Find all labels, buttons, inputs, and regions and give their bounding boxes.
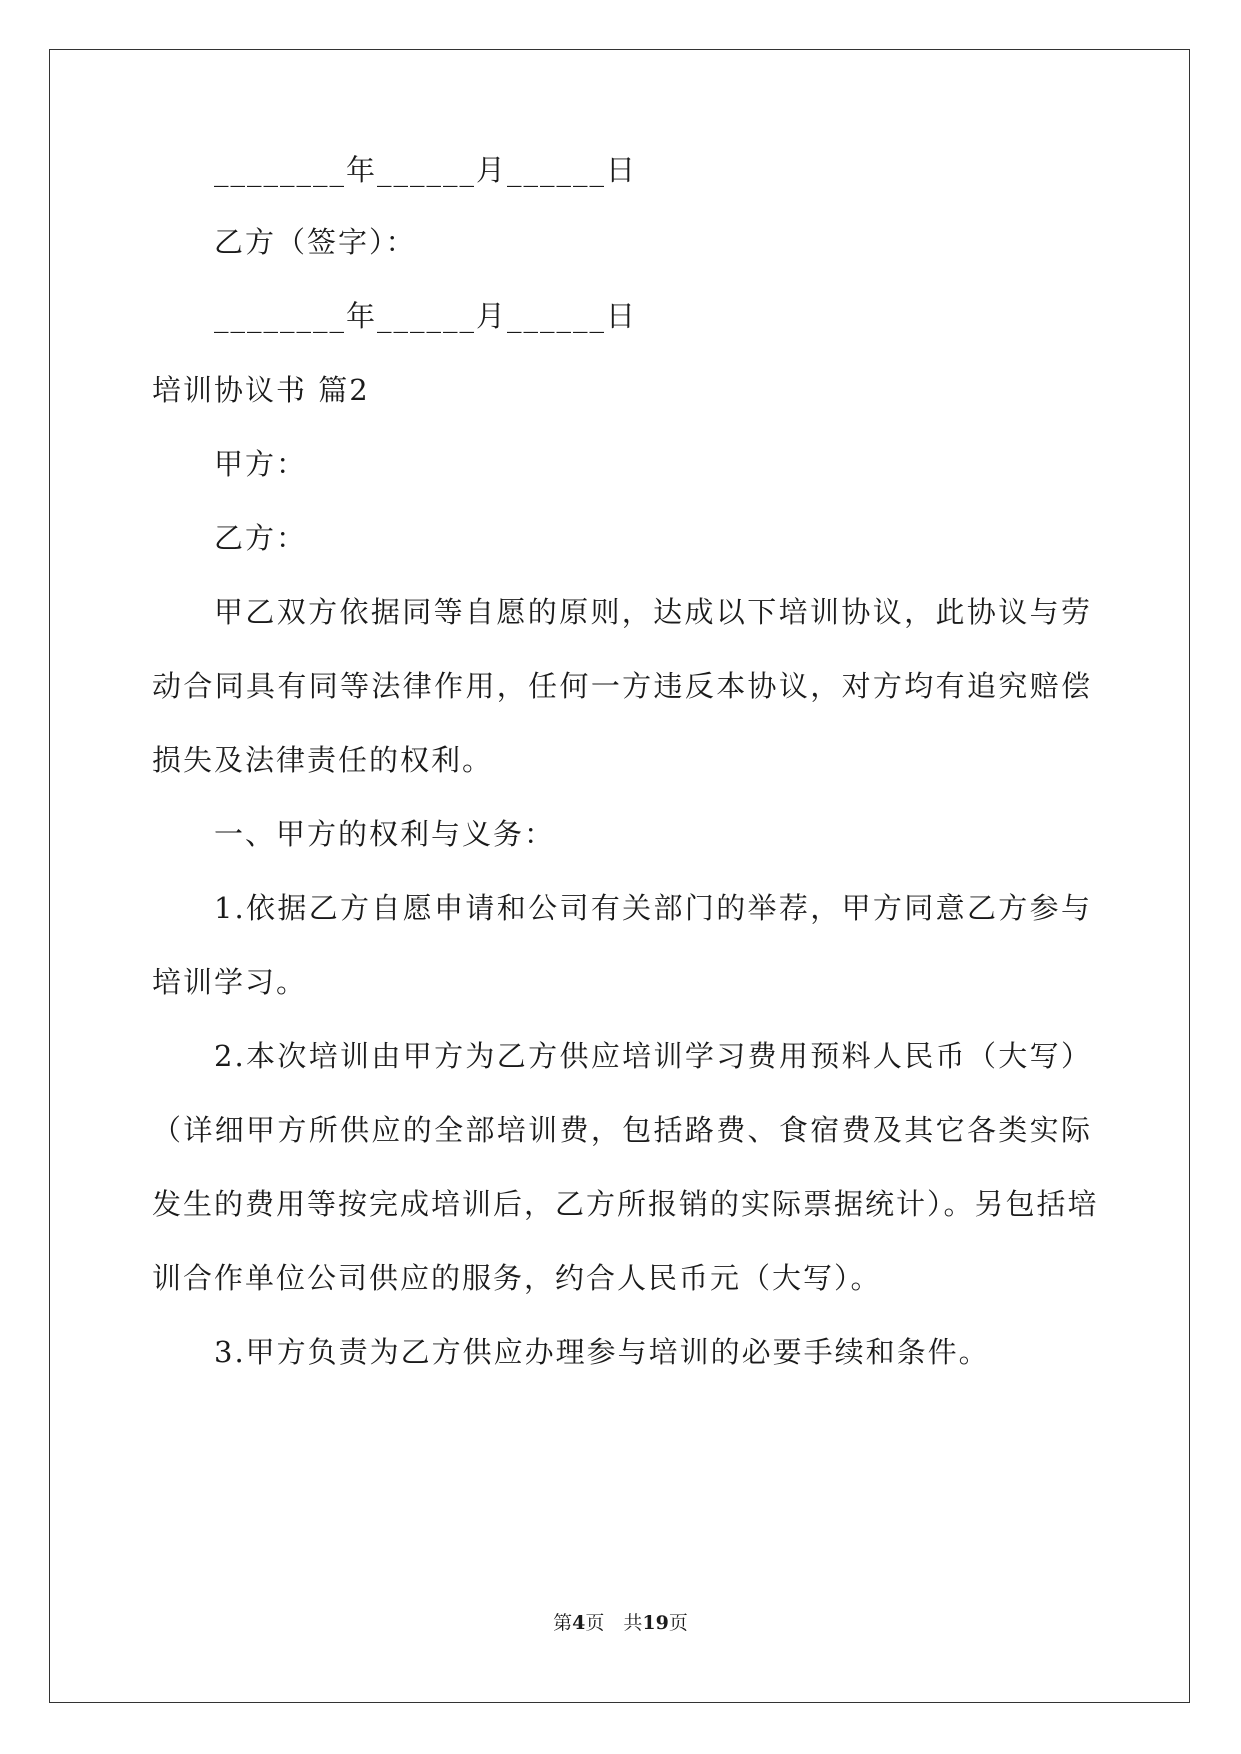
intro-paragraph-line: 损失及法律责任的权利。 (152, 743, 494, 777)
footer-suffix: 页 (668, 1612, 688, 1634)
item-3-line: 3.甲方负责为乙方供应办理参与培训的必要手续和条件。 (214, 1335, 990, 1369)
item-2-line: 2.本次培训由甲方为乙方供应培训学习费用预料人民币（大写） (214, 1039, 1092, 1073)
section-title: 培训协议书 篇2 (152, 373, 370, 407)
footer-total-pages: 19 (642, 1612, 669, 1634)
page-footer (0, 1610, 1241, 1636)
item-2-line: 训合作单位公司供应的服务，约合人民币元（大写）。 (152, 1261, 882, 1295)
party-a-label: 甲方： (214, 447, 308, 481)
date-line-2: ________年______月______日 (214, 299, 638, 333)
item-1-line: 1.依据乙方自愿申请和公司有关部门的举荐，甲方同意乙方参与 (214, 891, 1092, 925)
footer-page-number: 4 (572, 1612, 586, 1634)
footer-mid: 页 共 (585, 1612, 643, 1634)
item-1-line: 培训学习。 (152, 965, 308, 999)
party-b-signature: 乙方（签字）： (214, 225, 417, 259)
date-line-1: ________年______月______日 (214, 153, 638, 187)
heading-party-a-rights: 一、甲方的权利与义务： (214, 817, 556, 851)
footer-prefix: 第 (553, 1612, 573, 1634)
intro-paragraph-line: 甲乙双方依据同等自愿的原则，达成以下培训协议，此协议与劳 (214, 595, 1092, 629)
item-2-line: （详细甲方所供应的全部培训费，包括路费、食宿费及其它各类实际 (152, 1113, 1092, 1147)
intro-paragraph-line: 动合同具有同等法律作用，任何一方违反本协议，对方均有追究赔偿 (152, 669, 1092, 703)
party-b-label: 乙方： (214, 521, 308, 555)
item-2-line: 发生的费用等按完成培训后，乙方所报销的实际票据统计）。另包括培 (152, 1187, 1099, 1221)
